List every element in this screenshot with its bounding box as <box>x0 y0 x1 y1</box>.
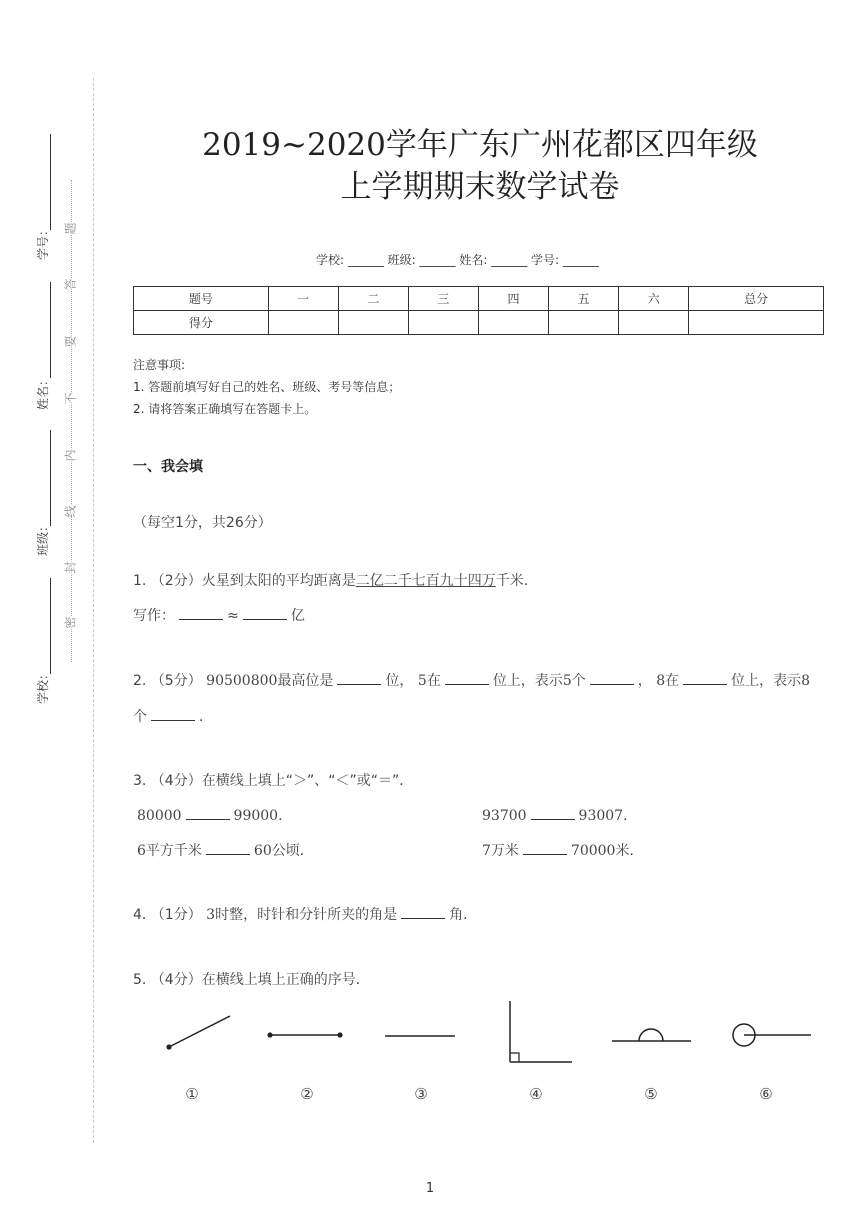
q3-item-c <box>137 840 314 860</box>
q3-value: 93007． <box>578 808 638 824</box>
approx-sign: ≈ <box>227 608 239 624</box>
figure-label-3: ③ <box>414 1085 428 1103</box>
answer-blank[interactable] <box>523 840 567 855</box>
seal-char-nei: 内 <box>60 449 81 461</box>
score-cell: 一 <box>268 287 338 311</box>
score-input-cell[interactable] <box>619 311 689 335</box>
seal-char-bu: 不 <box>60 392 81 404</box>
answer-blank[interactable] <box>243 605 287 620</box>
q2-text: 在 <box>665 673 680 689</box>
q4-number: 3 <box>206 907 216 923</box>
q4-text: 角． <box>449 907 478 923</box>
q1-unit: 亿 <box>290 608 305 624</box>
seal-dotted-line <box>71 180 72 662</box>
score-table <box>133 286 824 335</box>
answer-blank[interactable] <box>206 840 250 855</box>
q1-suffix: 千米． <box>495 573 538 589</box>
question-1-answer <box>133 605 305 625</box>
figure-right-angle <box>510 1001 572 1062</box>
score-cell: 二 <box>338 287 408 311</box>
seal-char-da: 答 <box>60 278 81 290</box>
answer-blank[interactable] <box>590 670 634 685</box>
q2-number: 8 <box>801 673 811 689</box>
q3-unit: 平方千米 <box>145 843 202 859</box>
score-cell: 五 <box>549 287 619 311</box>
q1-write-label: 写作： <box>133 608 175 624</box>
q3-value: 80000 <box>137 808 182 824</box>
q4-label: 4. （1分） <box>133 907 202 923</box>
q2-text: 位上，表示 <box>731 673 802 689</box>
score-cell: 题号 <box>134 287 269 311</box>
seal-char-ti: 题 <box>60 222 81 234</box>
side-rule-name <box>50 282 51 378</box>
score-input-cell[interactable] <box>549 311 619 335</box>
side-rule-school <box>50 578 51 674</box>
answer-blank[interactable] <box>337 670 381 685</box>
side-label-student-id: 学号： <box>36 223 50 260</box>
answer-blank[interactable] <box>683 670 727 685</box>
seal-char-yao: 要 <box>60 335 81 347</box>
score-input-cell[interactable] <box>408 311 478 335</box>
q2-text: 个 <box>571 673 586 689</box>
q2-label: 2. （5分） <box>133 673 202 689</box>
figure-label-4: ④ <box>529 1085 543 1103</box>
q3-unit: 万米 <box>490 843 519 859</box>
score-table-header-row <box>134 287 824 311</box>
q3-value: 7 <box>482 843 491 859</box>
figure-ray <box>166 1016 230 1050</box>
question-2 <box>133 670 810 690</box>
seal-char-feng: 封 <box>60 561 81 573</box>
binding-dash-line <box>93 78 94 1143</box>
q2-text: 个 <box>133 709 147 725</box>
student-info-line: 学校: ______ 班级: ______ 姓名: ______ 学号: ______ <box>316 253 599 267</box>
question-4 <box>133 904 477 924</box>
answer-blank[interactable] <box>186 805 230 820</box>
question-1 <box>133 570 538 590</box>
score-cell: 六 <box>619 287 689 311</box>
q2-number: 5 <box>562 673 572 689</box>
figure-label-5: ⑤ <box>644 1085 658 1103</box>
score-input-cell[interactable] <box>478 311 548 335</box>
figure-segment <box>267 1032 342 1037</box>
score-cell: 三 <box>408 287 478 311</box>
figure-label-2: ② <box>300 1085 314 1103</box>
q2-number: 8 <box>656 673 666 689</box>
answer-blank[interactable] <box>401 904 445 919</box>
score-cell: 得分 <box>134 311 269 335</box>
notes-heading: 注意事项: <box>133 358 186 372</box>
side-rule-student-id <box>50 134 51 230</box>
q2-number: 90500800 <box>206 673 278 689</box>
q5-figures <box>133 995 833 1070</box>
figure-label-6: ⑥ <box>759 1085 773 1103</box>
page-title-line2: 上学期期末数学试卷 <box>340 169 620 205</box>
seal-char-xian: 线 <box>60 505 81 517</box>
q3-value: 60 <box>253 843 272 859</box>
q3-value: 93700 <box>482 808 527 824</box>
page-number: 1 <box>425 1181 435 1196</box>
page-title-line1: 2019~2020学年广东广州花都区四年级 <box>202 127 758 163</box>
q1-prefix: 1. （2分）火星到太阳的平均距离是 <box>133 573 356 589</box>
q3-item-d <box>482 840 643 860</box>
figure-round-angle <box>733 1024 811 1046</box>
q3-item-b <box>482 805 637 825</box>
score-cell: 四 <box>478 287 548 311</box>
q3-unit: 公顷． <box>271 843 314 859</box>
question-5: 5. （4分）在横线上填上正确的序号． <box>133 972 370 988</box>
q3-item-a <box>137 805 292 825</box>
side-rule-class <box>50 430 51 526</box>
question-3: 3. （4分）在横线上填上“＞”、“＜”或“＝”． <box>133 773 414 789</box>
score-input-cell[interactable] <box>268 311 338 335</box>
score-input-cell[interactable] <box>689 311 824 335</box>
answer-blank[interactable] <box>179 605 223 620</box>
seal-char-mi: 密 <box>60 616 81 628</box>
notes-item-2: 2. 请将答案正确填写在答题卡上。 <box>133 402 317 416</box>
q2-text: ， <box>637 673 652 689</box>
side-label-class: 班级： <box>36 519 50 556</box>
q3-unit: 米． <box>615 843 644 859</box>
notes-item-1: 1. 答题前填写好自己的姓名、班级、考号等信息； <box>133 380 401 394</box>
section-subtitle: （每空1分，共26分） <box>133 515 272 531</box>
answer-blank[interactable] <box>151 706 195 721</box>
q2-text: 位上，表示 <box>492 673 563 689</box>
answer-blank[interactable] <box>445 670 489 685</box>
q2-text: 位， <box>385 673 414 689</box>
score-cell: 总分 <box>689 287 824 311</box>
q3-value: 70000 <box>570 843 616 859</box>
q1-underlined-number: 二亿二千七百九十四万 <box>355 573 496 589</box>
answer-blank[interactable] <box>531 805 575 820</box>
section-title: 一、我会填 <box>133 459 203 475</box>
q3-value: 6 <box>137 843 146 859</box>
side-label-school: 学校： <box>36 667 50 704</box>
q2-text: ． <box>199 709 213 725</box>
q2-number: 5 <box>417 673 427 689</box>
q2-text: 最高位是 <box>277 673 334 689</box>
q4-text: 时整，时针和分针所夹的角是 <box>215 907 398 923</box>
q3-value: 99000． <box>233 808 293 824</box>
figure-label-1: ① <box>185 1085 199 1103</box>
figure-straight-angle <box>612 1029 691 1041</box>
score-table-score-row <box>134 311 824 335</box>
side-label-name: 姓名： <box>36 373 50 410</box>
score-input-cell[interactable] <box>338 311 408 335</box>
q2-text: 在 <box>426 673 441 689</box>
question-2-line2 <box>133 706 213 726</box>
